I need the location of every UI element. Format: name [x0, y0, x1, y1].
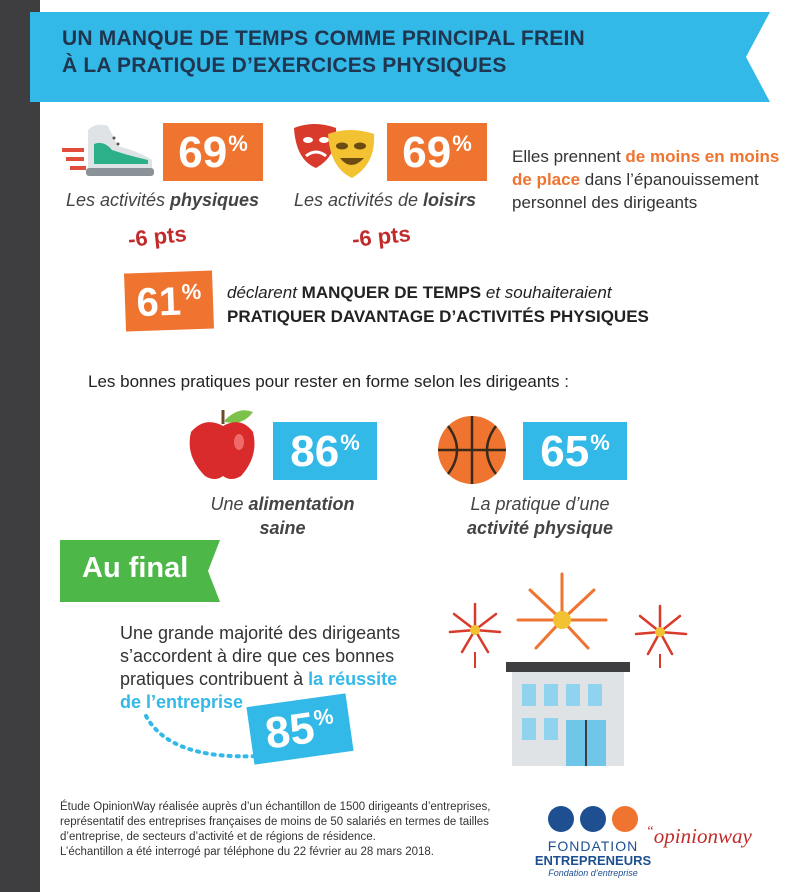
basketball-icon [436, 414, 508, 486]
fondation-text: FONDATION [547, 838, 639, 854]
left-dark-bar [0, 0, 40, 892]
fondation-mma-logo [533, 804, 653, 879]
fondation-sub-text: Fondation d’entreprise [548, 868, 638, 878]
side-note: Elles prennent de moins en moins de place dans l’épanouissement personnel des dirigeants [512, 147, 780, 212]
physical-activities-percent: 69 % [163, 123, 263, 181]
lack-of-time-percent: 61 % [124, 270, 214, 331]
success-percent: 85 % [246, 693, 353, 764]
physical-activities-label: Les activités physiques [65, 190, 260, 210]
mma-circles-icon [545, 804, 641, 834]
physical-activity-percent: 65 % [523, 422, 627, 480]
fireworks-building-illustration [430, 560, 710, 770]
leisure-activities-percent: 69 % [387, 123, 487, 181]
physical-activities-delta: -6 pts [126, 221, 188, 253]
final-text: Une grande majorité des dirigeants s’accordent à dire que ces bonnes pratiques contribuent à la réussite de l’entreprise [120, 623, 401, 712]
apple-icon [183, 402, 263, 482]
physical-activity-label: La pratique d’une activité physique [466, 494, 614, 538]
leisure-activities-delta: -6 pts [350, 221, 412, 253]
final-badge: Au final [82, 552, 189, 584]
healthy-food-percent: 86 % [273, 422, 377, 480]
title-banner [30, 12, 770, 102]
leisure-activities-label: Les activités de loisirs [293, 190, 477, 210]
page-title: UN MANQUE DE TEMPS COMME PRINCIPAL FREIN À LA PRATIQUE D’EXERCICES PHYSIQUES [62, 27, 585, 77]
study-footnote: Étude OpinionWay réalisée auprès d’un échantillon de 1500 dirigeants d’entreprises, représentatif des entreprises françaises de moins de 50 salariés en termes de tailles d’entreprise, de secteurs d’activité et de régions de résidence. L’échantillon a été interrogé par téléphone du 22 février au 28 mars 2018. [60, 801, 491, 858]
sneaker-icon [60, 120, 160, 182]
theater-masks-icon [290, 120, 382, 182]
practices-intro: Les bonnes pratiques pour rester en forme selon les dirigeants : [88, 372, 569, 391]
healthy-food-label: Une alimentation saine [210, 494, 355, 538]
lack-of-time-text: déclarent MANQUER DE TEMPS et souhaiteraient PRATIQUER DAVANTAGE D’ACTIVITÉS PHYSIQUES [227, 283, 649, 326]
entrepreneurs-text: ENTREPRENEURS [534, 853, 652, 868]
opinionway-logo: “opinionway [646, 824, 752, 848]
